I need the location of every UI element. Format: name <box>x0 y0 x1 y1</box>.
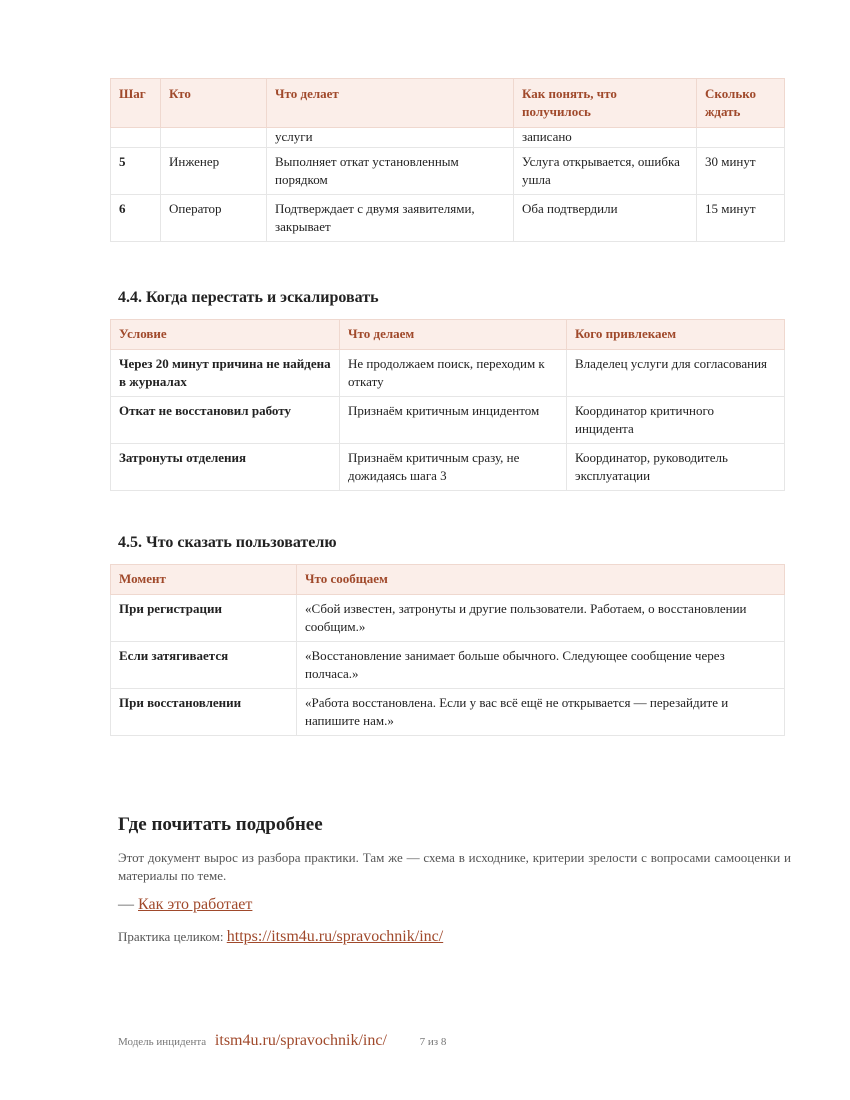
step-number: 5 <box>111 148 161 195</box>
table-cell <box>161 128 267 148</box>
table-header-row <box>111 565 785 595</box>
table-cell <box>111 128 161 148</box>
message-cell: «Работа восстановлена. Если у вас всё ещё не открывается — перезайдите и напишите нам.» <box>297 689 785 736</box>
practice-url-link[interactable]: https://itsm4u.ru/spravochnik/inc/ <box>226 928 444 945</box>
table-row <box>111 642 785 689</box>
escalation-table <box>110 319 785 491</box>
table-cell: Не продолжаем поиск, переходим к откату <box>340 350 567 397</box>
practice-label: Практика целиком: <box>118 929 227 944</box>
column-header: Как понять, что получилось <box>514 79 697 128</box>
further-reading-heading: Где почитать подробнее <box>118 814 323 835</box>
footer-doc-name: Модель инцидента <box>118 1036 207 1048</box>
table-row <box>111 595 785 642</box>
message-cell: «Сбой известен, затронуты и другие пользователи. Работаем, о восстановлении сообщим.» <box>297 595 785 642</box>
column-header: Кого привлекаем <box>567 320 785 350</box>
column-header: Условие <box>111 320 340 350</box>
table-cell: Признаём критичным инцидентом <box>340 397 567 444</box>
column-header: Что сообщаем <box>297 565 785 595</box>
section-heading-escalation: 4.4. Когда перестать и эскалировать <box>118 289 379 306</box>
condition-cell: Через 20 минут причина не найдена в журналах <box>111 350 340 397</box>
table-cell: записано <box>514 128 697 148</box>
section-heading-user-messages: 4.5. Что сказать пользователю <box>118 534 337 551</box>
column-header: Сколько ждать <box>697 79 785 128</box>
table-row-continuation <box>111 128 785 148</box>
dash: — <box>118 896 138 913</box>
user-messages-table <box>110 564 785 736</box>
moment-cell: При регистрации <box>111 595 297 642</box>
table-cell: 30 минут <box>697 148 785 195</box>
table-row <box>111 397 785 444</box>
table-cell: Инженер <box>161 148 267 195</box>
table-cell: услуги <box>267 128 514 148</box>
table-cell: Владелец услуги для согласования <box>567 350 785 397</box>
message-cell: «Восстановление занимает больше обычного. Следующее сообщение через полчаса.» <box>297 642 785 689</box>
column-header: Шаг <box>111 79 161 128</box>
moment-cell: Если затягивается <box>111 642 297 689</box>
step-number: 6 <box>111 195 161 242</box>
footer-site-link[interactable]: itsm4u.ru/spravochnik/inc/ <box>214 1032 387 1049</box>
condition-cell: Затронуты отделения <box>111 444 340 491</box>
table-cell: Подтверждает с двумя заявителями, закрывает <box>267 195 514 242</box>
steps-table <box>110 78 785 242</box>
table-row <box>111 350 785 397</box>
practice-line <box>118 928 443 946</box>
how-it-works-link[interactable]: Как это работает <box>138 896 253 913</box>
page-footer <box>118 1032 446 1050</box>
column-header: Момент <box>111 565 297 595</box>
further-reading-intro: Этот документ вырос из разбора практики. Там же — схема в исходнике, критерии зрелости с вопросами самооценки и материалы по теме. <box>118 850 791 883</box>
column-header: Что делает <box>267 79 514 128</box>
table-cell: Координатор критичного инцидента <box>567 397 785 444</box>
table-cell: 15 минут <box>697 195 785 242</box>
page-number: 7 из 8 <box>419 1036 447 1048</box>
table-row <box>111 689 785 736</box>
table-cell: Координатор, руководитель эксплуатации <box>567 444 785 491</box>
table-header-row <box>111 79 785 128</box>
column-header: Кто <box>161 79 267 128</box>
table-cell: Признаём критичным сразу, не дожидаясь шага 3 <box>340 444 567 491</box>
table-cell: Услуга открывается, ошибка ушла <box>514 148 697 195</box>
how-it-works-line <box>118 896 252 914</box>
table-cell <box>697 128 785 148</box>
column-header: Что делаем <box>340 320 567 350</box>
table-row <box>111 195 785 242</box>
moment-cell: При восстановлении <box>111 689 297 736</box>
table-row <box>111 444 785 491</box>
table-cell: Оба подтвердили <box>514 195 697 242</box>
condition-cell: Откат не восстановил работу <box>111 397 340 444</box>
table-cell: Оператор <box>161 195 267 242</box>
table-header-row <box>111 320 785 350</box>
table-cell: Выполняет откат установленным порядком <box>267 148 514 195</box>
table-row <box>111 148 785 195</box>
